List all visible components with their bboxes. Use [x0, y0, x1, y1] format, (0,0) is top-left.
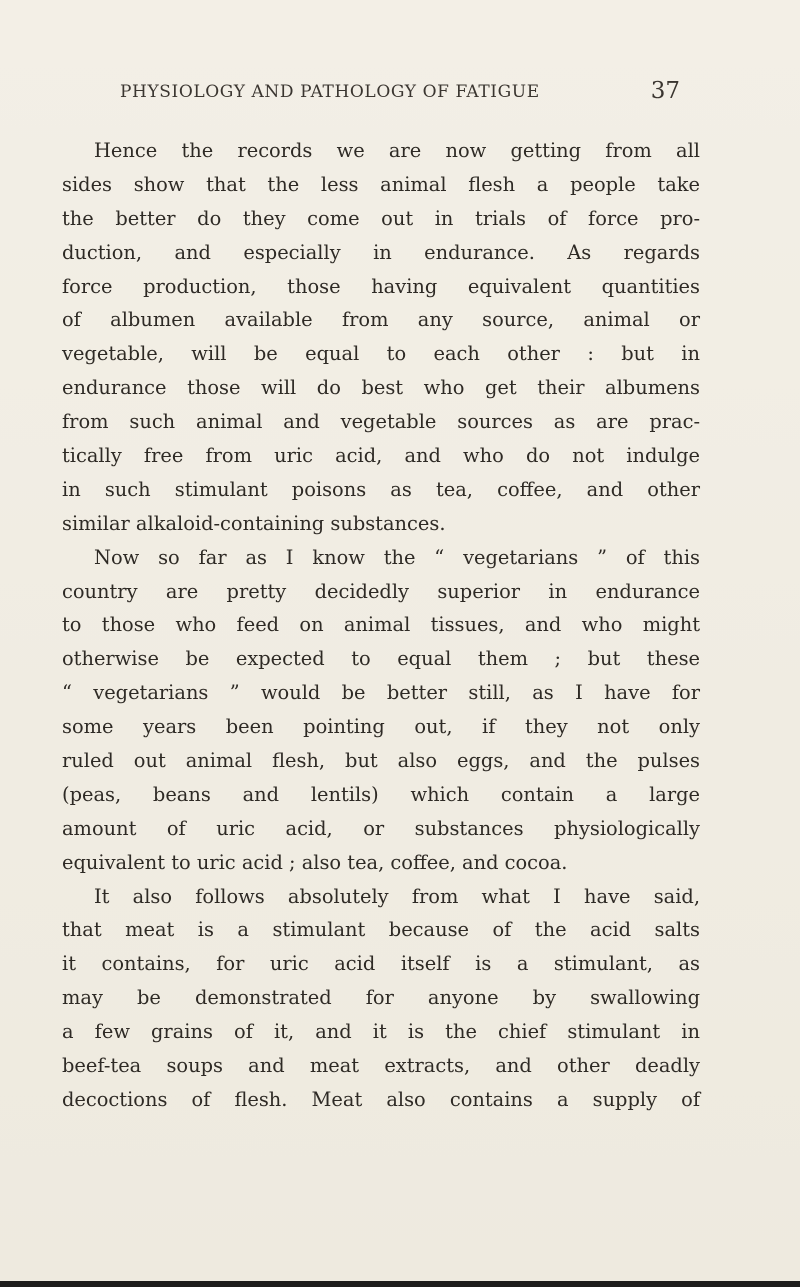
page-number: 37	[650, 78, 680, 104]
text-line: force production, those having equivalent quantities	[62, 274, 700, 298]
text-line: Hence the records we are now getting from all	[94, 139, 700, 162]
text-line: endurance those will do best who get their albumens	[62, 376, 700, 400]
text-line: tically free from uric acid, and who do not indulge	[62, 444, 700, 468]
text-line: in such stimulant poisons as tea, coffee, and other	[62, 477, 700, 501]
text-line: it contains, for uric acid itself is a stimulant, as	[62, 952, 700, 976]
text-line: similar alkaloid-containing substances.	[62, 511, 446, 535]
text-line: a few grains of it, and it is the chief stimulant in	[62, 1020, 700, 1044]
text-line: otherwise be expected to equal them ; but these	[62, 647, 700, 671]
running-head	[120, 78, 680, 110]
page-bottom-edge	[0, 1281, 800, 1287]
text-line: ruled out animal flesh, but also eggs, and the pulses	[62, 749, 700, 773]
text-line: beef-tea soups and meat extracts, and other deadly	[62, 1054, 700, 1078]
text-line: vegetable, will be equal to each other : but in	[62, 342, 700, 366]
text-line: from such animal and vegetable sources as are prac-	[62, 410, 700, 434]
text-line: country are pretty decidedly superior in endurance	[62, 579, 700, 603]
text-line: duction, and especially in endurance. As regards	[62, 240, 700, 264]
text-line: Now so far as I know the “ vegetarians ” of this	[94, 545, 700, 569]
body-text	[62, 134, 700, 1117]
text-line: of albumen available from any source, animal or	[62, 308, 700, 332]
text-line: decoctions of flesh. Meat also contains a supply of	[62, 1087, 700, 1111]
text-line: amount of uric acid, or substances physiologically	[62, 816, 700, 840]
text-line: some years been pointing out, if they not only	[62, 715, 700, 739]
running-title: PHYSIOLOGY AND PATHOLOGY OF FATIGUE	[120, 82, 540, 102]
text-line: that meat is a stimulant because of the acid salts	[62, 918, 700, 942]
text-line: the better do they come out in trials of force pro-	[62, 206, 700, 230]
text-line: equivalent to uric acid ; also tea, coffee, and cocoa.	[62, 850, 568, 874]
text-line: sides show that the less animal flesh a people take	[62, 172, 700, 196]
text-line: (peas, beans and lentils) which contain a large	[62, 782, 700, 806]
text-line: to those who feed on animal tissues, and who might	[62, 613, 700, 637]
text-line: “ vegetarians ” would be better still, as I have for	[62, 681, 700, 705]
text-line: It also follows absolutely from what I have said,	[94, 884, 700, 908]
text-line: may be demonstrated for anyone by swallowing	[62, 986, 700, 1010]
